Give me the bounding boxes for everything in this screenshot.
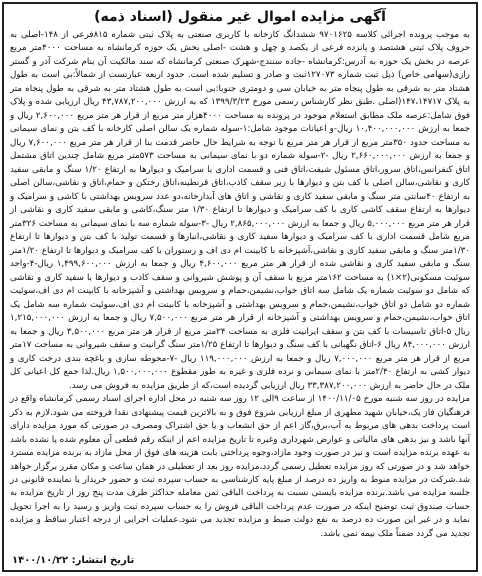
notice-title: آگهی مزایده اموال غیر منقول (اسناد ذمه) xyxy=(94,9,386,25)
publish-date: تاریخ انتشار: ۱۴۰۰/۱۰/۲۲ xyxy=(12,555,135,566)
auction-notice xyxy=(2,2,478,572)
notice-paragraph-terms: مزایده در روز سه شنبه مورخ ۱۴۰۰/۱۱/۰۵ از ساعت ۹الی ۱۲ روز سه شنبه در محل اداره اجرای اسناد رسمی کرمانشاه واقع در فرهنگیان فاز یک،خیابان شهید مطهری از مبلغ ارزیابی شروع فوق و به بالاترین قیمت پیشنهادی نقدا فروخته می شود.لازم به ذکر است پرداخت بدهی های مربوط به آب،برق،گاز اعم از حق انشعاب و یا حق اشتراک ومصرف در صورتی که مورد مزایده دارای آنها باشد و نیز بدهی های مالیاتی و عوارض شهرداری وغیره تا تاریخ مزایده اعم از اینکه رقم قطعی آن معلوم شده یا نشده باشد به عهده برنده مزایده است و نیز در صورت وجود مازاد،وجوه پرداختی بابت هزینه های فوق از محل مازاد به برنده مزایده مسترد خواهد شد و در صورتی که روز مزایده تعطیل رسمی گردد،مزایده روز بعد از تعطیلی در همان ساعت و مکان مقرر برگزار خواهد شد.شرکت در مزایده منوط به واریز ده درصد از مبلغ پایه کارشناسی به حساب سپرده ثبت و حضور خریدار یا نماینده قانونی در جلسه مزایده می باشد.برنده مزایده بایستی نسبت به پرداخت الباقی ثمن معامله حداکثر ظرف مدت پنج روز از تاریخ مزایده به حساب صندوق ثبت توضیح اینکه در صورت عدم پرداخت الباقی فروش را به حساب سپرده ثبت واریز و رسید را به اجرا تحویل نماید و در غیر این صورت ده درصد به نفع دولت ضبط و مزایده تجدید می شود.عملیات اجرایی از درجه اعتبار ساقط و مزایده تجدید می گردد ضمناً ملک بیمه نمی باشد. xyxy=(10,394,470,539)
notice-body xyxy=(10,29,470,541)
notice-paragraph-property: به موجب پرونده اجرائی کلاسه ۹۷۰۱۶۲۵ ششدانگ کارخانه با کاربری صنعتی به پلاک ثبتی شماره ۸۱۵فرعی از ۱۴۸-اصلی به حروف پلاک ثبتی هشتصد و پانزده فرعی از یکصد و چهل و هشت -اصلی بخش یک حوزه کرمانشاه به مساحت ۴۰۰۰متر مربع عرصه در بخش یک حوزه به آدرس:کرمانشاه -جاده سنندج-شهرک صنعتی کرمانشاه که سند مالکیت آن بنام شرکت آذر و گستر رازی(سهامی خاص) ذیل ثبت شماره ۱۲۷۰۷۳ثبت و صادر و تسلیم شده است. حدود اربعه عبارتست از شمالاً:بی است به طول هشتاد متر به شرقی به طول پنجاه متر به خیابان سی و دومتری جنوبا:بی است به طول هشتاد متر به شرقی به طول پنجاه متر به پلاک ۱۴۷،۱۴۷۱۷(اصلی .طبق نظر کارشناس رسمی مورخ ۱۳۹۹/۳/۲۳ که به ارزش ۴۳,۷۸۷,۲۰۰,۰۰۰ ریال ارزیابی شده و پلاک فوق شامل:عرصه ملک مطابق استعلام موجود در پرونده به مساحت ۴۰۰۰هزار متر مربع از قرار هر متر مربع ۲,۶۰۰,۰۰۰ ریال و جمعا به ارزش ۱۰,۴۰۰,۰۰۰,۰۰۰ ریال-و اعیانات موجود شامل:۱-سوله شماره یک سالن اصلی کارخانه با کف بتن و نمای سیمانی به مساحت حدود ۳۵۰متر مربع از قرار هر متر مربع با توجه به شرایط حال حاضر قدمت بنا از قرار هر متر مربع ۷,۶۰۰,۰۰۰ ریال و جمعا به ارزش ۲,۶۶۰,۰۰۰,۰۰۰ ریال -۲-سوله شماره دو با نمای سیمانی به مساحت ۵۷۳متر مربع شامل چندین اتاق مشتمل اتاق کنفرانس،اتاق سرور،اتاق مسئول شیفت،اتاق فنی و قسمت اداری با سرامیک و دیوارها به ارتفاع ۱/۲۰ سنگ و مابقی سفید کاری و نقاشی،سالن اصلی با کف بتن و دیوارها با زیر سقف کاذب،اتاق قرنطینه،اتاق رختکن و حمام،اتاق و نقاشی،سالن اصلی به ارتفاع ۴۰سانتی متر سنگ و مابقی سفید کاری و نقاشی و اتاق های آبدارخانه،دو عدد سرویس بهداشتی با کاشی و سرامیک و دیوارها به ارتفاع سقف کاشی کاری با کف سرامیک و دیوارها تا ارتفاع ۱/۳۰ متر سنگ،کاشی و مابقی سفید کاری و نقاشی از قرار هر متر مربع ۵,۰۰۰,۰۰۰ ریال و جمعا به ارزش ۲,۸۶۵,۰۰۰,۰۰۰ ریال -۳-سوله شماره سه با نمای سیمانی به مساحت ۳۲۶متر مربع شامل قسمت اداری با کف سرامیک و دیوارها سفید کاری و نقاشی،انبارها و قسمت تولید با کف بتن و دیوارها تا ارتفاع ۱/۳۰متر سنگ و مابقی سفید کاری و نقاشی،آشپزخانه با کابینت ام دی اف و رستوران با کف سرامیک و دیوارها تا ارتفاع ۱/۲۰متر سنگ و مابقی سفید کاری و نقاشی شده از قرار هر متر مربع ۴,۶۰۰,۰۰۰ ریال و جمعا به ارزش ۱,۴۹۹,۶۰۰,۰۰۰ ریال-۴-واحد سوئیت مسکونی(۲×۱) به مساحت ۱۶۲متر مربع با سقف آن و پوشش شیروانی و سقف کاذب و دیوارها با سفید کاری و نقاشی که شامل دو سوئیت شماره یک شامل سه اتاق خواب،نشیمن،حمام و سرویس بهداشتی و آشپزخانه با کابینت ام دی اف،سوئیت شماره دو شامل دو اتاق خواب،نشیمن،حمام و سرویس بهداشتی و آشپزخانه با کابینت ام دی اف،سوئیت شماره سه شامل یک اتاق خواب،نشیمن،حمام و سرویس بهداشتی و آشپزخانه از قرار هر متر مربع ۷,۵۰۰,۰۰۰ ریال و جمعا به ارزش ۱,۲۱۵,۰۰۰,۰۰۰ ریال ۵-اتاق تاسیسات با کف بتن و سقف ایرانیت فلزی به مساحت ۲۴متر مربع از قرار هر متر مربع ۳,۵۰۰,۰۰۰ ریال و جمعا به ارزش ۸۴,۰۰۰,۰۰۰ ریال ۶-اتاق نگهبانی با کف سنگ و دیوارها تا ارتفاع ۱/۲۵متر سنگ گرانیت و سقف شیروانی به مساحت ۱۷متر مربع از قرار هر متر مربع ۷,۰۰۰,۰۰۰ ریال و جمعا به ارزش ۱۱۹,۰۰۰,۰۰۰ ریال -۷-محوطه سازی و باغچه بندی درخت کاری و دیوار کشی به ارتفاع ۲/۴۰متر با نمای سیمانی و نرده فلزی و غیره به طور مقطوع ۱,۵۰۰,۰۰۰,۰۰۰ ریال.لذا جمع کل اعیانی کل ملک در حال حاضر به ارزش ۳۳,۳۸۷,۲۰۰,۰۰۰ ریال ارزیابی گردیده است،که از طریق مزایده به فروش می رسد. xyxy=(10,30,471,391)
